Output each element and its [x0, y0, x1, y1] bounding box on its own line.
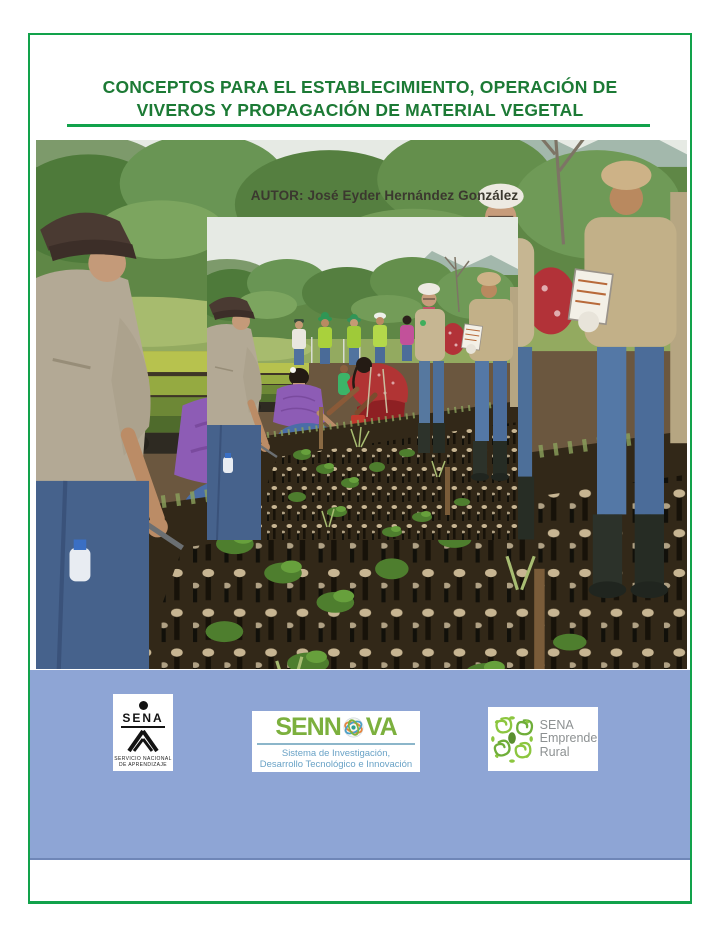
sennova-logo [252, 711, 420, 772]
sena-caption-line-1: SERVICIO NACIONAL [114, 756, 172, 762]
sena-emprende-rural-text [540, 719, 598, 760]
sena-wordmark: SENA [121, 711, 164, 728]
cover-photo-inset [207, 217, 518, 540]
sennova-subtitle-line-2: Desarrollo Tecnológico e Innovación [259, 759, 413, 770]
sennova-wordmark-right: VA [365, 713, 397, 741]
sennova-wordmark [275, 713, 396, 741]
sena-caption-line-2: DE APRENDIZAJE [118, 762, 168, 768]
sennova-divider [257, 743, 415, 745]
sennova-wordmark-left: SENN [275, 713, 341, 741]
spiral-flower-icon [489, 714, 535, 764]
sena-logo [113, 694, 173, 771]
sena-emprende-rural-logo [488, 707, 598, 771]
title-line-2: VIVEROS Y PROPAGACIÓN DE MATERIAL VEGETAL [136, 100, 584, 120]
sena-person-pictogram-icon [123, 729, 163, 753]
cover-border-frame [28, 33, 692, 904]
ser-line-1: SENA [539, 717, 574, 732]
sennova-subtitle-line-1: Sistema de Investigación, [281, 748, 391, 759]
title-underline [67, 124, 650, 127]
ser-line-2: Emprende [539, 731, 598, 746]
swirl-globe-icon [342, 716, 365, 739]
nursery-photo-inset [207, 217, 518, 540]
page-title [30, 76, 690, 122]
ser-line-3: Rural [539, 744, 570, 759]
author-caption: AUTOR: José Eyder Hernández González [250, 188, 519, 203]
sena-head-dot-icon [139, 701, 148, 710]
footer-logo-banner [30, 670, 690, 860]
sena-caption [114, 756, 172, 768]
title-line-1: CONCEPTOS PARA EL ESTABLECIMIENTO, OPERACIÓN DE [102, 77, 618, 97]
